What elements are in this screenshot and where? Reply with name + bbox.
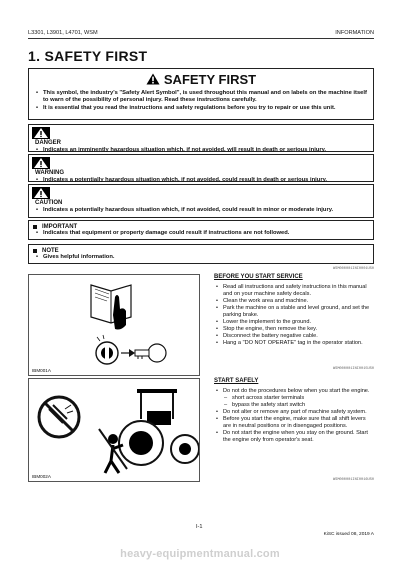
caution-text-list (35, 207, 375, 214)
list-item: • Stop the engine, then remove the key. (214, 326, 374, 333)
square-bullet-icon (33, 249, 37, 253)
figure-before-service (28, 274, 200, 376)
issue-label: KiSC issued 08, 2019 A (323, 532, 374, 537)
warning-label: WARNING (35, 170, 64, 176)
list-item: • Before you start the engine, make sure that all shift levers are in neutral positions or in disengaged positions. (214, 416, 374, 430)
list-item: • Do not alter or remove any part of machine safety system. (214, 409, 374, 416)
safety-box-title: SAFETY FIRST (163, 72, 257, 87)
list-item: • Lower the implement to the ground. (214, 319, 374, 326)
danger-box (28, 124, 374, 152)
warning-box (28, 154, 374, 182)
page-number: I-1 (196, 524, 203, 530)
note-box (28, 244, 374, 264)
caution-icon (32, 187, 50, 199)
watermark: heavy-equipmentmanual.com (120, 548, 280, 560)
important-text-list (35, 230, 367, 237)
list-item: • Hang a "DO NOT OPERATE" tag in the operator station. (214, 340, 374, 347)
list-item: – short across starter terminals (214, 395, 374, 402)
list-item: • Clean the work area and machine. (214, 298, 374, 305)
list-item: • Do not start the engine when you stay on the ground. Start the engine only from operator's seat. (214, 430, 374, 444)
list-item: • Do not do the procedures below when you start the engine. (214, 388, 374, 395)
important-label: IMPORTANT (42, 224, 78, 230)
list-item: • This symbol, the industry's "Safety Alert Symbol", is used throughout this manual and on labels on the machine itself to warn of the possibility of personal injury. Read these instructions carefully. (35, 90, 367, 105)
note-label: NOTE (42, 248, 59, 254)
safety-alert-icon (146, 73, 160, 88)
start-safely-list (214, 388, 374, 444)
before-service-list (214, 284, 374, 347)
danger-label: DANGER (35, 140, 62, 146)
note-text-list (35, 254, 367, 261)
manual-and-key-illustration (29, 275, 199, 375)
safety-box-title-row (29, 72, 373, 88)
safety-first-box (28, 68, 374, 120)
list-item: • Indicates a potentially hazardous situation which, if not avoided, could result in death or serious injury. (35, 177, 375, 184)
list-item: – bypass the safety start switch (214, 402, 374, 409)
page-title: 1. SAFETY FIRST (28, 48, 148, 64)
list-item: • Indicates an imminently hazardous situation which, if not avoided, will result in death or serious injury. (35, 147, 375, 154)
list-item: • Park the machine on a stable and level ground, and set the parking brake. (214, 305, 374, 319)
list-item: • It is essential that you read the instructions and safety regulations before you try to repair or use this unit. (35, 105, 367, 112)
before-service-heading: BEFORE YOU START SERVICE (214, 274, 303, 280)
doc-code: WSM000001INI0016US0 (333, 478, 374, 482)
prohibited-start-illustration (29, 379, 199, 481)
list-item: • Read all instructions and safety instructions in this manual and on your machine safety decals. (214, 284, 374, 298)
safety-box-bullets (35, 90, 367, 112)
caution-box (28, 184, 374, 218)
figure-start-safely (28, 378, 200, 482)
list-item: • Gives helpful information. (35, 254, 367, 261)
header-rule (28, 38, 374, 39)
danger-icon (32, 127, 50, 139)
warning-icon (32, 157, 50, 169)
figure-label: IBM001A (32, 368, 51, 373)
start-safely-heading: START SAFELY (214, 378, 259, 384)
list-item: • Indicates a potentially hazardous situation which, if not avoided, could result in minor or moderate injury. (35, 207, 375, 214)
important-box (28, 220, 374, 240)
doc-code: WSM000001INI0001US0 (333, 267, 374, 271)
list-item: • Disconnect the battery negative cable. (214, 333, 374, 340)
header-section: INFORMATION (335, 30, 374, 36)
figure-label: IBM002A (32, 474, 51, 479)
square-bullet-icon (33, 225, 37, 229)
doc-code: WSM000001INI0015US0 (333, 367, 374, 371)
list-item: • Indicates that equipment or property damage could result if instructions are not followed. (35, 230, 367, 237)
caution-label: CAUTION (35, 200, 63, 206)
header-model: L3301, L3901, L4701, WSM (28, 30, 98, 36)
